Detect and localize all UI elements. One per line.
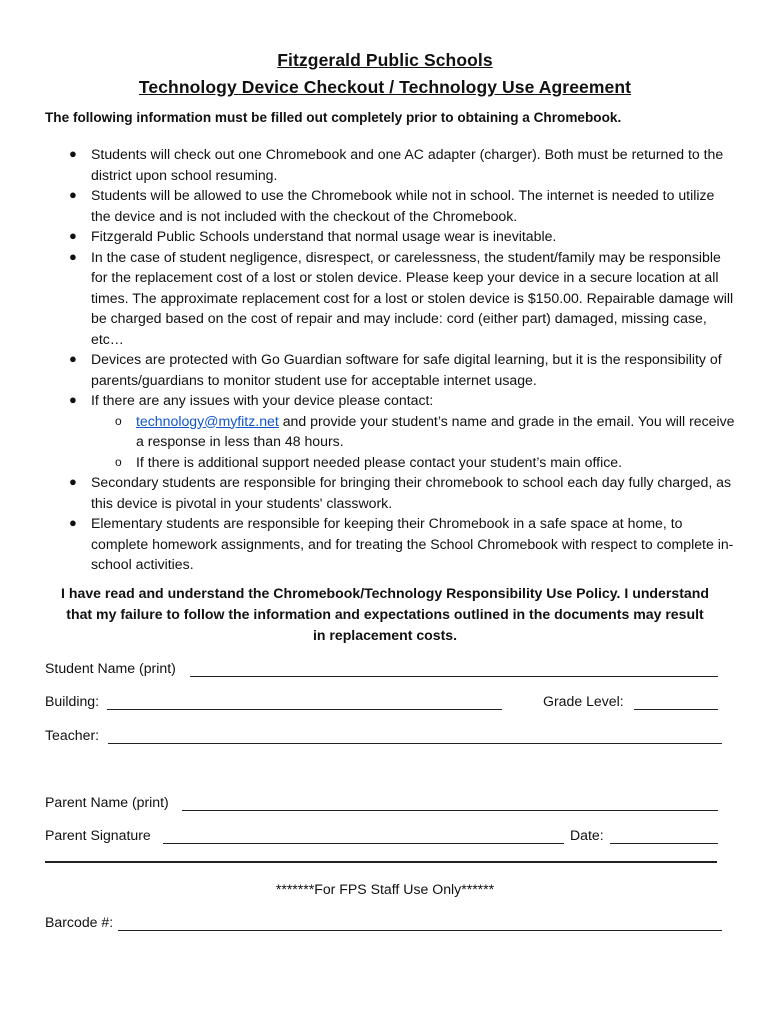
- bullet-icon: ●: [69, 187, 77, 202]
- staff-divider: [45, 861, 717, 863]
- bullet-icon: ●: [69, 392, 77, 407]
- student-name-label: Student Name (print): [45, 660, 176, 676]
- parent-signature-field[interactable]: [163, 843, 564, 844]
- list-item: ● Fitzgerald Public Schools understand that normal usage wear is inevitable.: [45, 226, 735, 247]
- student-name-field[interactable]: [190, 676, 718, 677]
- list-item: ● If there are any issues with your device please contact: o technology@myfitz.net and provide your student’s name and grade in the email. You will receive a response in less than 48 hours. o If there is additional support needed please contact your student’s main office.: [45, 390, 735, 472]
- sub-list-item: o If there is additional support needed please contact your student’s main office.: [91, 452, 735, 473]
- list-item: ● Students will check out one Chromebook and one AC adapter (charger). Both must be returned to the district upon school resuming.: [69, 146, 724, 183]
- bullet-icon: ●: [69, 228, 77, 243]
- parent-name-field[interactable]: [182, 810, 718, 811]
- parent-name-label: Parent Name (print): [45, 794, 169, 810]
- agreement-statement: I have read and understand the Chromebook/Technology Responsibility Use Policy. I understand that my failure to follow the information and expectations outlined in the documents may result in replacement costs.: [61, 585, 709, 643]
- list-item: ● Elementary students are responsible for keeping their Chromebook in a safe space at home, to complete homework assignments, and for treating the School Chromebook with respect to complete in-school activities.: [69, 515, 734, 572]
- date-label: Date:: [570, 827, 604, 843]
- circle-bullet-icon: o: [115, 454, 122, 469]
- bullet-icon: ●: [69, 351, 77, 366]
- support-email-link[interactable]: technology@myfitz.net: [136, 412, 279, 429]
- bullet-icon: ●: [69, 248, 77, 264]
- staff-use-heading: *******For FPS Staff Use Only******: [275, 881, 495, 897]
- barcode-label: Barcode #:: [45, 914, 114, 930]
- list-item: ● In the case of student negligence, disrespect, or carelessness, the student/family may be responsible for the replacement cost of a lost or stolen device. Please keep your device in a secure location at all times. The approximate replacement cost for a lost or stolen device is $150.00. Repairable damage will be charged based on the cost of repair and may include: cord (either part) damaged, missing case, etc…: [69, 248, 734, 347]
- barcode-field[interactable]: [118, 930, 722, 931]
- list-item: ● Students will be allowed to use the Chromebook while not in school. The internet is needed to utilize the device and is not included with the checkout of the Chromebook.: [69, 187, 715, 224]
- grade-level-label: Grade Level:: [543, 693, 624, 709]
- list-item: ● Devices are protected with Go Guardian software for safe digital learning, but it is the responsibility of parents/guardians to monitor student use for acceptable internet usage.: [69, 351, 722, 388]
- list-item: ● Secondary students are responsible for bringing their chromebook to school each day fully charged, as this device is pivotal in your students' classwork.: [69, 474, 732, 511]
- bullet-icon: ●: [69, 146, 77, 161]
- circle-bullet-icon: o: [115, 413, 122, 428]
- bullet-icon: ●: [69, 474, 77, 489]
- contact-sublist: [91, 411, 735, 473]
- school-name-heading: Fitzgerald Public Schools: [277, 50, 493, 70]
- teacher-field[interactable]: [108, 743, 722, 744]
- building-label: Building:: [45, 693, 100, 709]
- building-field[interactable]: [107, 709, 502, 710]
- policy-list: [45, 144, 735, 575]
- form-title-heading: Technology Device Checkout / Technology Use Agreement: [138, 77, 632, 97]
- bullet-icon: ●: [69, 515, 77, 530]
- date-field[interactable]: [610, 843, 718, 844]
- intro-text: The following information must be filled out completely prior to obtaining a Chromebook.: [45, 110, 622, 125]
- grade-level-field[interactable]: [634, 709, 718, 710]
- sub-list-item: o technology@myfitz.net and provide your student’s name and grade in the email. You will receive a response in less than 48 hours.: [115, 412, 735, 449]
- parent-signature-label: Parent Signature: [45, 827, 151, 843]
- teacher-label: Teacher:: [45, 727, 100, 743]
